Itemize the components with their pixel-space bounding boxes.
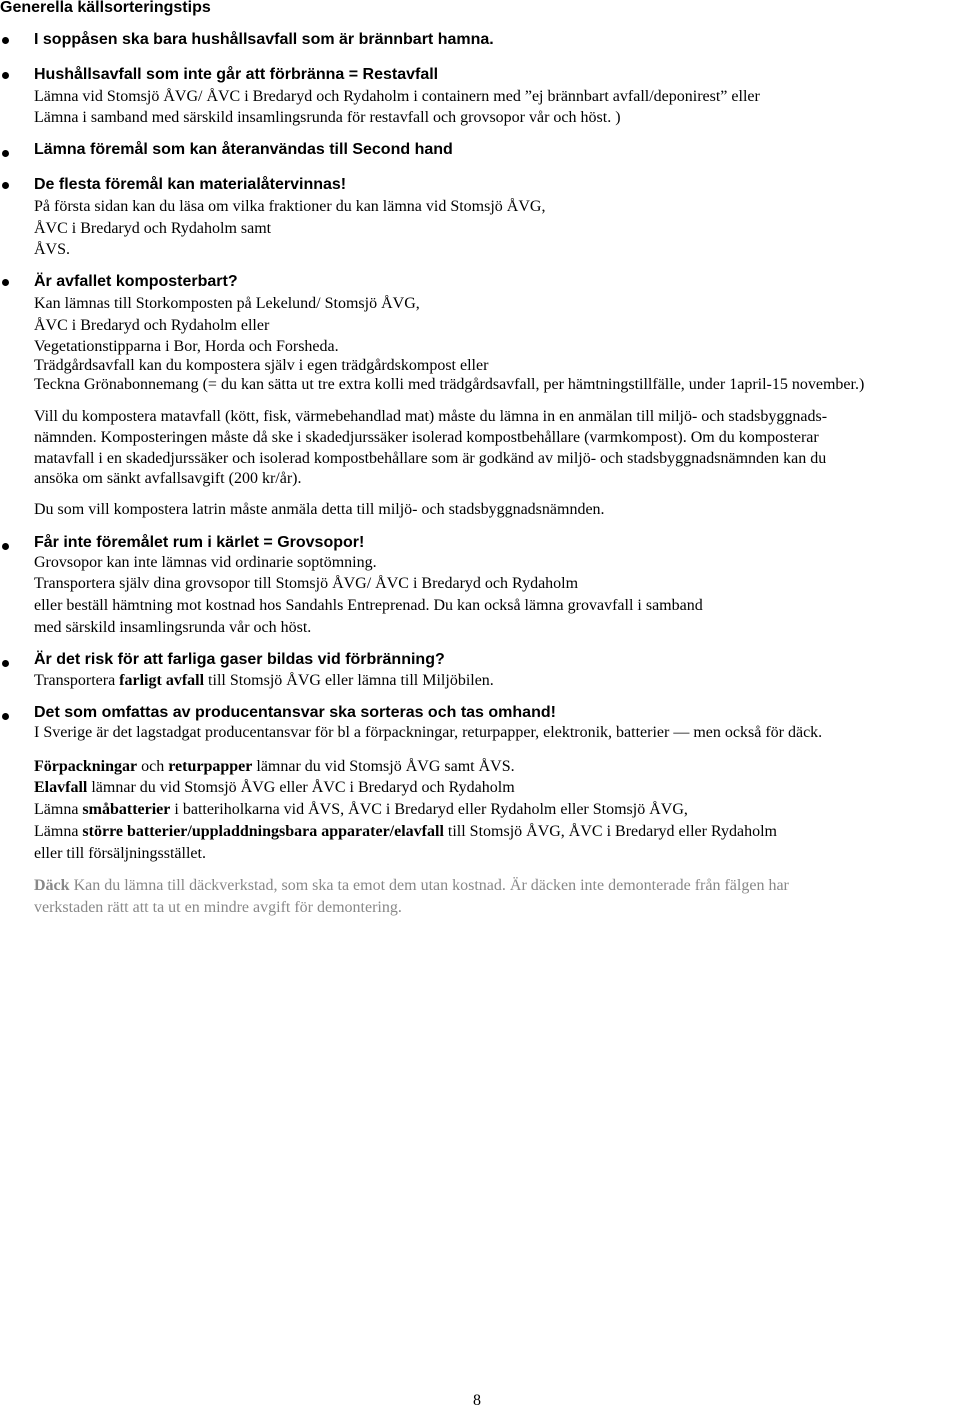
bullet-icon xyxy=(2,279,9,286)
body-line: eller beställ hämtning mot kostnad hos Sandahls Entreprenad. Du kan också lämna grovavfall i samband xyxy=(34,597,703,614)
text-part-bold: Elavfall xyxy=(34,779,88,796)
text-part: till Stomsjö ÅVG eller lämna till Miljöbilen. xyxy=(204,672,494,689)
body-line: ansöka om sänkt avfallsavgift (200 kr/år). xyxy=(34,470,302,487)
text-part: Transportera xyxy=(34,672,120,689)
bullet-icon xyxy=(2,37,9,44)
text-part: lämnar du vid Stomsjö ÅVG eller ÅVC i Bredaryd och Rydaholm xyxy=(87,779,515,796)
bullet-icon xyxy=(2,150,9,157)
item-heading: Är avfallet komposterbart? xyxy=(34,273,238,290)
body-line: Lämna vid Stomsjö ÅVG/ ÅVC i Bredaryd och Rydaholm i containern med ”ej brännbart avfall/deponirest” eller xyxy=(34,88,760,105)
body-line: Trädgårdsavfall kan du kompostera själv i egen trädgårdskompost eller xyxy=(34,357,489,374)
body-line: Vegetationstipparna i Bor, Horda och Forsheda. xyxy=(34,338,339,355)
page-title: Generella källsorteringstips xyxy=(0,0,211,16)
body-line: På första sidan kan du läsa om vilka fraktioner du kan lämna vid Stomsjö ÅVG, xyxy=(34,198,546,215)
text-part-bold: Förpackningar xyxy=(34,758,138,775)
body-line xyxy=(34,876,789,896)
bullet-icon xyxy=(2,713,9,720)
body-line: Vill du kompostera matavfall (kött, fisk, värmebehandlad mat) måste du lämna in en anmälan till miljö- och stadsbyggnads- xyxy=(34,408,828,425)
text-part: lämnar du vid Stomsjö ÅVG samt ÅVS. xyxy=(252,758,515,775)
item-heading: I soppåsen ska bara hushållsavfall som är brännbart hamna. xyxy=(34,31,494,48)
body-line: Grovsopor kan inte lämnas vid ordinarie soptömning. xyxy=(34,554,377,571)
item-heading: Är det risk för att farliga gaser bildas vid förbränning? xyxy=(34,651,445,668)
text-part: Lämna xyxy=(34,801,83,818)
bullet-icon xyxy=(2,72,9,79)
body-line: Transportera själv dina grovsopor till Stomsjö ÅVG/ ÅVC i Bredaryd och Rydaholm xyxy=(34,575,579,592)
page-number: 8 xyxy=(473,1392,481,1409)
body-line xyxy=(34,778,515,798)
body-line: Lämna i samband med särskild insamlingsrunda för restavfall och grovsopor vår och höst. ) xyxy=(34,109,621,126)
body-line: eller till försäljningsstället. xyxy=(34,845,206,862)
body-line: verkstaden rätt att ta ut en mindre avgift för demontering. xyxy=(34,899,402,916)
item-heading: Det som omfattas av producentansvar ska sorteras och tas omhand! xyxy=(34,704,556,721)
body-line xyxy=(34,757,515,777)
text-part: och xyxy=(137,758,169,775)
item-heading: Hushållsavfall som inte går att förbränna = Restavfall xyxy=(34,66,439,83)
body-line: I Sverige är det lagstadgat producentansvar för bl a förpackningar, returpapper, elektronik, batterier — men också för däck. xyxy=(34,724,823,741)
text-part: i batteriholkarna vid ÅVS, ÅVC i Bredaryd eller Rydaholm eller Stomsjö ÅVG, xyxy=(170,801,688,818)
body-line: Teckna Grönabonnemang (= du kan sätta ut tre extra kolli med trädgårdsavfall, per hämtningstillfälle, under 1april-15 november.) xyxy=(34,376,865,393)
item-heading: De flesta föremål kan materialåtervinnas! xyxy=(34,176,347,193)
text-part-bold: farligt avfall xyxy=(119,672,205,689)
text-part: till Stomsjö ÅVG, ÅVC i Bredaryd eller Rydaholm xyxy=(443,823,777,840)
body-line: matavfall i en skadedjurssäker och isolerad kompostbehållare som är godkänd av miljö- och stadsbyggnadsnämnden kan du xyxy=(34,450,827,467)
text-part: Lämna xyxy=(34,823,83,840)
body-line: Kan lämnas till Storkomposten på Lekelund/ Stomsjö ÅVG, xyxy=(34,295,420,312)
bullet-icon xyxy=(2,660,9,667)
item-heading: Lämna föremål som kan återanvändas till Second hand xyxy=(34,141,453,158)
text-part-bold: större batterier/uppladdningsbara apparater/elavfall xyxy=(82,823,444,840)
body-line: ÅVC i Bredaryd och Rydaholm eller xyxy=(34,317,270,334)
text-part: Kan du lämna till däckverkstad, som ska ta emot dem utan kostnad. Är däcken inte demonterade från fälgen har xyxy=(69,877,789,894)
bullet-icon xyxy=(2,543,9,550)
bullet-icon xyxy=(2,182,9,189)
body-line: ÅVS. xyxy=(34,241,71,258)
text-part-bold: småbatterier xyxy=(82,801,171,818)
text-part-bold: returpapper xyxy=(168,758,253,775)
body-line: nämnden. Komposteringen måste då ske i skadedjurssäker isolerad kompostbehållare (varmkompost). Om du komposterar xyxy=(34,429,819,446)
item-heading: Får inte föremålet rum i kärlet = Grovsopor! xyxy=(34,534,365,551)
text-part-bold: Däck xyxy=(34,877,70,894)
body-line: med särskild insamlingsrunda vår och höst. xyxy=(34,619,312,636)
body-line xyxy=(34,800,688,820)
body-line: ÅVC i Bredaryd och Rydaholm samt xyxy=(34,220,272,237)
body-line: Du som vill kompostera latrin måste anmäla detta till miljö- och stadsbyggnadsnämnden. xyxy=(34,501,605,518)
body-line xyxy=(34,671,494,691)
body-line xyxy=(34,822,777,842)
